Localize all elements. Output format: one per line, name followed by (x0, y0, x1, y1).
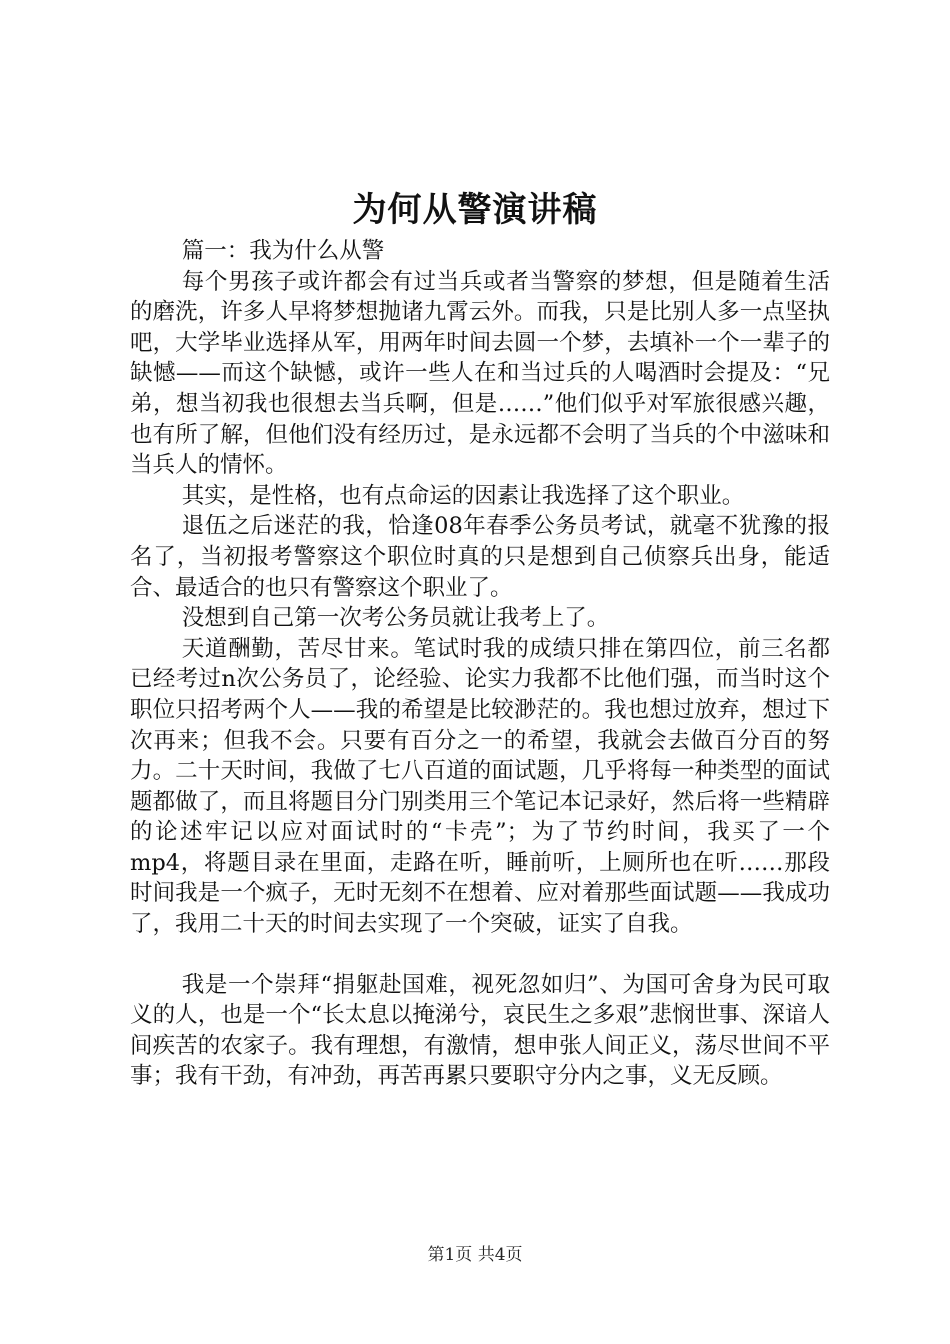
paragraph-1: 每个男孩子或许都会有过当兵或者当警察的梦想，但是随着生活的磨洗，许多人早将梦想抛诸九霄云外。而我，只是比别人多一点坚执吧，大学毕业选择从军，用两年时间去圆一个梦，去填补一个一辈子的缺憾——而这个缺憾，或许一些人在和当过兵的人喝酒时会提及：“兄弟，想当初我也很想去当兵啊，但是……”他们似乎对军旅很感兴趣，也有所了解，但他们没有经历过，是永远都不会明了当兵的个中滋味和当兵人的情怀。 (130, 268, 830, 479)
paragraph-6: 我是一个崇拜“捐躯赴国难，视死忽如归”、为国可舍身为民可取义的人，也是一个“长太息以掩涕兮，哀民生之多艰”悲悯世事、深谙人间疾苦的农家子。我有理想，有激情，想申张人间正义，荡尽世间不平事；我有干劲，有冲劲，再苦再累只要职守分内之事，义无反顾。 (130, 971, 830, 1090)
paragraph-2: 其实，是性格，也有点命运的因素让我选择了这个职业。 (181, 482, 745, 509)
document-title: 为何从警演讲稿 (352, 190, 598, 230)
section-heading: 篇一：我为什么从警 (181, 238, 385, 264)
paragraph-3: 退伍之后迷茫的我，恰逢08年春季公务员考试，就毫不犹豫的报名了，当初报考警察这个职位时真的只是想到自己侦察兵出身，能适合、最适合的也只有警察这个职业了。 (130, 513, 830, 601)
paragraph-5: 天道酬勤，苦尽甘来。笔试时我的成绩只排在第四位，前三名都已经考过n次公务员了，论经验、论实力我都不比他们强，而当时这个职位只招考两个人——我的希望是比较渺茫的。我也想过放弃，想过下次再来；但我不会。只要有百分之一的希望，我就会去做百分百的努力。二十天时间，我做了七八百道的面试题，几乎将每一种类型的面试题都做了，而且将题目分门别类用三个笔记本记录好，然后将一些精辟的论述牢记以应对面试时的“卡壳”；为了节约时间，我买了一个mp4，将题目录在里面，走路在听，睡前听，上厕所也在听……那段时间我是一个疯子，无时无刻不在想着、应对着那些面试题——我成功了，我用二十天的时间去实现了一个突破，证实了自我。 (130, 635, 830, 938)
page-number-footer: 第1页 共4页 (427, 1245, 523, 1265)
document-body (130, 236, 830, 1092)
paragraph-4: 没想到自己第一次考公务员就让我考上了。 (181, 605, 610, 632)
